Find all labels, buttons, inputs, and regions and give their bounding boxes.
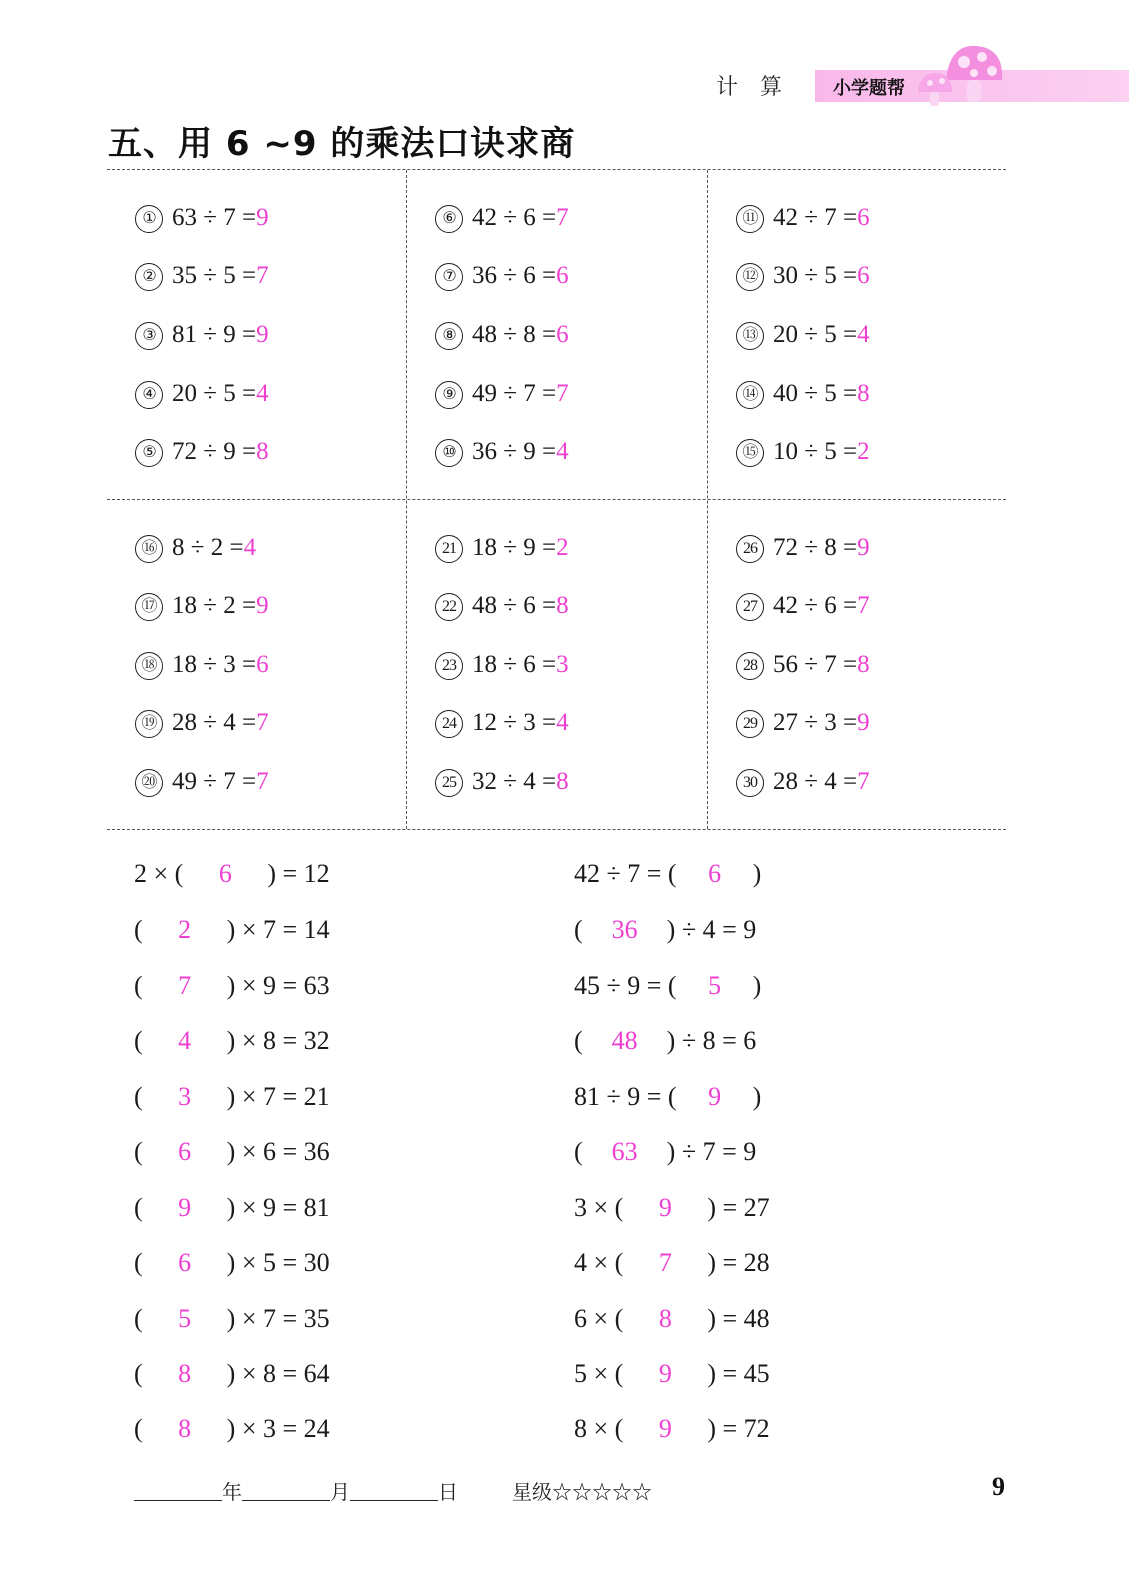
fill-answer: 9: [658, 1359, 672, 1388]
problem-expression: 72 ÷ 9 =: [172, 438, 257, 465]
problem-number: ⑳: [135, 769, 163, 797]
problem-answer: 9: [857, 534, 870, 561]
fill-suffix: ) = 72: [707, 1414, 770, 1443]
problem-item: [736, 261, 870, 291]
fill-answer: 5: [178, 1304, 192, 1333]
fill-row: [574, 1247, 770, 1279]
problem-item: [736, 437, 870, 467]
problem-number: ⑧: [435, 322, 463, 350]
fill-row: [134, 970, 330, 1002]
problem-number: ⑦: [435, 263, 463, 291]
fill-prefix: (: [134, 1082, 143, 1111]
fill-prefix: (: [134, 1304, 143, 1333]
problem-number: ⑨: [435, 381, 463, 409]
problem-number: 24: [435, 710, 463, 738]
month-blank[interactable]: [242, 1500, 330, 1501]
fill-suffix: ) × 5 = 30: [226, 1248, 330, 1277]
fill-answer: 9: [658, 1193, 672, 1222]
problem-expression: 49 ÷ 7 =: [172, 768, 257, 795]
problem-expression: 12 ÷ 3 =: [472, 709, 557, 736]
fill-suffix: ) × 9 = 81: [226, 1193, 330, 1222]
problem-item: [736, 533, 870, 563]
fill-suffix: ) = 48: [707, 1304, 770, 1333]
fill-row: [574, 858, 761, 890]
fill-prefix: (: [134, 1359, 143, 1388]
problem-item: [135, 320, 269, 350]
problem-number: ⑬: [736, 322, 764, 350]
fill-suffix: ) × 8 = 32: [226, 1026, 330, 1055]
divider-lower: [107, 829, 1006, 830]
month-label: 月: [330, 1480, 350, 1504]
fill-suffix: ) × 9 = 63: [226, 971, 330, 1000]
fill-row: [134, 1413, 330, 1445]
problem-answer: 9: [857, 709, 870, 736]
fill-prefix: 5 × (: [574, 1359, 624, 1388]
fill-answer: 48: [611, 1026, 638, 1055]
problem-number: ①: [135, 205, 163, 233]
fill-suffix: ) = 45: [707, 1359, 770, 1388]
problem-item: [135, 437, 269, 467]
problem-number: 27: [736, 593, 764, 621]
problem-item: [736, 708, 870, 738]
problem-item: [435, 379, 569, 409]
problem-item: [435, 533, 569, 563]
fill-answer: 6: [708, 859, 722, 888]
problem-item: [135, 203, 269, 233]
problem-expression: 48 ÷ 6 =: [472, 592, 557, 619]
fill-prefix: (: [134, 971, 143, 1000]
problem-item: [435, 320, 569, 350]
fill-prefix: (: [574, 1137, 583, 1166]
fill-prefix: 45 ÷ 9 = (: [574, 971, 677, 1000]
problem-number: ②: [135, 263, 163, 291]
problem-expression: 30 ÷ 5 =: [773, 262, 858, 289]
problem-item: [736, 320, 870, 350]
fill-suffix: ): [752, 1082, 762, 1111]
problem-answer: 7: [256, 768, 269, 795]
problem-number: ⑫: [736, 263, 764, 291]
problem-expression: 18 ÷ 2 =: [172, 592, 257, 619]
fill-suffix: ): [752, 971, 762, 1000]
day-blank[interactable]: [350, 1500, 438, 1501]
problem-item: [135, 650, 269, 680]
section-title: 五、用 6 ~9 的乘法口诀求商: [108, 124, 576, 164]
problem-expression: 27 ÷ 3 =: [773, 709, 858, 736]
problem-number: ⑤: [135, 439, 163, 467]
problem-expression: 63 ÷ 7 =: [172, 204, 257, 231]
problem-answer: 7: [256, 262, 269, 289]
problem-item: [736, 650, 870, 680]
problem-answer: 3: [556, 651, 569, 678]
problem-answer: 8: [857, 651, 870, 678]
fill-suffix: ) ÷ 7 = 9: [666, 1137, 757, 1166]
problem-item: [435, 650, 569, 680]
header-brand: 小学题帮: [833, 78, 905, 99]
problem-answer: 6: [256, 651, 269, 678]
fill-answer: 9: [658, 1414, 672, 1443]
fill-answer: 4: [178, 1026, 192, 1055]
problem-number: 23: [435, 652, 463, 680]
problem-item: [135, 379, 269, 409]
fill-prefix: 8 × (: [574, 1414, 624, 1443]
problem-item: [435, 437, 569, 467]
fill-answer: 8: [178, 1414, 192, 1443]
problem-answer: 7: [256, 709, 269, 736]
problem-answer: 4: [256, 380, 269, 407]
fill-prefix: (: [134, 1414, 143, 1443]
problem-number: 28: [736, 652, 764, 680]
problem-expression: 72 ÷ 8 =: [773, 534, 858, 561]
fill-row: [134, 1192, 330, 1224]
problem-answer: 9: [256, 321, 269, 348]
fill-suffix: ) = 12: [267, 859, 330, 888]
problem-answer: 2: [556, 534, 569, 561]
problem-item: [435, 708, 569, 738]
fill-row: [574, 1081, 761, 1113]
fill-row: [574, 914, 756, 946]
problem-expression: 18 ÷ 9 =: [472, 534, 557, 561]
problem-number: ⑰: [135, 593, 163, 621]
fill-row: [134, 914, 330, 946]
problem-answer: 6: [857, 262, 870, 289]
problem-expression: 28 ÷ 4 =: [773, 768, 858, 795]
fill-row: [574, 1358, 770, 1390]
fill-answer: 8: [658, 1304, 672, 1333]
fill-row: [574, 1413, 770, 1445]
divider-vertical-1: [406, 170, 407, 829]
fill-prefix: (: [134, 1137, 143, 1166]
fill-row: [134, 1025, 330, 1057]
problem-item: [736, 379, 870, 409]
fill-suffix: ) ÷ 4 = 9: [666, 915, 757, 944]
problem-expression: 36 ÷ 6 =: [472, 262, 557, 289]
fill-answer: 2: [178, 915, 192, 944]
problem-expression: 32 ÷ 4 =: [472, 768, 557, 795]
problem-expression: 10 ÷ 5 =: [773, 438, 858, 465]
problem-expression: 20 ÷ 5 =: [773, 321, 858, 348]
problem-number: 25: [435, 769, 463, 797]
fill-answer: 7: [658, 1248, 672, 1277]
problem-answer: 6: [857, 204, 870, 231]
fill-prefix: 3 × (: [574, 1193, 624, 1222]
fill-prefix: (: [574, 1026, 583, 1055]
problem-number: ⑮: [736, 439, 764, 467]
problem-item: [135, 261, 269, 291]
divider-top: [107, 169, 1006, 170]
problem-item: [736, 767, 870, 797]
problem-item: [135, 533, 256, 563]
fill-suffix: ) ÷ 8 = 6: [666, 1026, 757, 1055]
fill-prefix: 4 × (: [574, 1248, 624, 1277]
problem-expression: 42 ÷ 7 =: [773, 204, 858, 231]
fill-row: [134, 1081, 330, 1113]
problem-answer: 9: [256, 204, 269, 231]
problem-answer: 7: [857, 768, 870, 795]
fill-row: [574, 1136, 756, 1168]
fill-suffix: ) = 27: [707, 1193, 770, 1222]
problem-answer: 2: [857, 438, 870, 465]
star-rating[interactable]: 星级☆☆☆☆☆: [512, 1480, 652, 1504]
fill-answer: 36: [611, 915, 638, 944]
fill-prefix: (: [134, 915, 143, 944]
fill-row: [134, 1303, 330, 1335]
header-subject: 计算: [716, 75, 805, 100]
fill-suffix: ) × 6 = 36: [226, 1137, 330, 1166]
problem-expression: 18 ÷ 6 =: [472, 651, 557, 678]
problem-expression: 40 ÷ 5 =: [773, 380, 858, 407]
fill-prefix: 6 × (: [574, 1304, 624, 1333]
problem-item: [435, 591, 569, 621]
page-number: 9: [992, 1472, 1005, 1501]
fill-row: [574, 1303, 770, 1335]
problem-item: [435, 767, 569, 797]
fill-prefix: (: [134, 1026, 143, 1055]
problem-expression: 36 ÷ 9 =: [472, 438, 557, 465]
problem-answer: 8: [857, 380, 870, 407]
fill-row: [134, 858, 330, 890]
footer-date-rating: [134, 1476, 652, 1505]
problem-item: [736, 591, 870, 621]
year-label: 年: [222, 1480, 242, 1504]
fill-suffix: ): [752, 859, 762, 888]
fill-prefix: (: [134, 1193, 143, 1222]
problem-answer: 7: [556, 204, 569, 231]
problem-number: ⑥: [435, 205, 463, 233]
problem-expression: 18 ÷ 3 =: [172, 651, 257, 678]
problem-answer: 4: [556, 438, 569, 465]
fill-answer: 3: [178, 1082, 192, 1111]
fill-row: [134, 1136, 330, 1168]
problem-answer: 7: [556, 380, 569, 407]
problem-answer: 8: [556, 592, 569, 619]
fill-prefix: 2 × (: [134, 859, 184, 888]
problem-expression: 28 ÷ 4 =: [172, 709, 257, 736]
problem-expression: 49 ÷ 7 =: [472, 380, 557, 407]
problem-item: [736, 203, 870, 233]
fill-answer: 6: [218, 859, 232, 888]
problem-item: [135, 708, 269, 738]
fill-answer: 9: [178, 1193, 192, 1222]
problem-expression: 35 ÷ 5 =: [172, 262, 257, 289]
problem-expression: 8 ÷ 2 =: [172, 534, 244, 561]
problem-answer: 4: [243, 534, 257, 561]
problem-item: [135, 767, 269, 797]
fill-suffix: ) = 28: [707, 1248, 770, 1277]
day-label: 日: [438, 1480, 458, 1504]
fill-prefix: 42 ÷ 7 = (: [574, 859, 677, 888]
year-blank[interactable]: [134, 1500, 222, 1501]
problem-expression: 48 ÷ 8 =: [472, 321, 557, 348]
problem-item: [435, 203, 569, 233]
problem-number: 22: [435, 593, 463, 621]
problem-answer: 7: [857, 592, 870, 619]
fill-answer: 6: [178, 1248, 192, 1277]
fill-answer: 9: [708, 1082, 722, 1111]
problem-number: ⑲: [135, 710, 163, 738]
problem-answer: 6: [556, 262, 569, 289]
problem-number: 30: [736, 769, 764, 797]
fill-prefix: (: [134, 1248, 143, 1277]
fill-row: [134, 1247, 330, 1279]
problem-expression: 20 ÷ 5 =: [172, 380, 257, 407]
problem-answer: 6: [556, 321, 569, 348]
problem-expression: 42 ÷ 6 =: [773, 592, 858, 619]
problem-number: 29: [736, 710, 764, 738]
fill-answer: 8: [178, 1359, 192, 1388]
fill-suffix: ) × 3 = 24: [226, 1414, 330, 1443]
problem-answer: 9: [256, 592, 269, 619]
fill-answer: 7: [178, 971, 192, 1000]
problem-number: ⑱: [135, 652, 163, 680]
fill-suffix: ) × 7 = 21: [226, 1082, 330, 1111]
fill-answer: 5: [708, 971, 722, 1000]
fill-answer: 63: [611, 1137, 638, 1166]
fill-prefix: (: [574, 915, 583, 944]
fill-row: [134, 1358, 330, 1390]
problem-item: [135, 591, 269, 621]
problem-number: ④: [135, 381, 163, 409]
fill-prefix: 81 ÷ 9 = (: [574, 1082, 677, 1111]
problem-number: ③: [135, 322, 163, 350]
fill-suffix: ) × 8 = 64: [226, 1359, 330, 1388]
divider-vertical-2: [707, 170, 708, 829]
fill-row: [574, 1192, 770, 1224]
problem-answer: 4: [857, 321, 870, 348]
problem-expression: 42 ÷ 6 =: [472, 204, 557, 231]
problem-expression: 56 ÷ 7 =: [773, 651, 858, 678]
problem-item: [435, 261, 569, 291]
fill-suffix: ) × 7 = 35: [226, 1304, 330, 1333]
fill-answer: 6: [178, 1137, 192, 1166]
problem-answer: 8: [256, 438, 269, 465]
mushroom-icon: [912, 40, 1012, 115]
problem-number: 26: [736, 535, 764, 563]
fill-suffix: ) × 7 = 14: [226, 915, 330, 944]
problem-answer: 4: [556, 709, 569, 736]
fill-row: [574, 970, 761, 1002]
divider-middle: [107, 499, 1006, 500]
problem-number: ⑪: [736, 205, 764, 233]
fill-row: [574, 1025, 756, 1057]
problem-number: ⑩: [435, 439, 463, 467]
problem-answer: 8: [556, 768, 569, 795]
problem-expression: 81 ÷ 9 =: [172, 321, 257, 348]
problem-number: ⑯: [135, 535, 163, 563]
problem-number: 21: [435, 535, 463, 563]
problem-number: ⑭: [736, 381, 764, 409]
